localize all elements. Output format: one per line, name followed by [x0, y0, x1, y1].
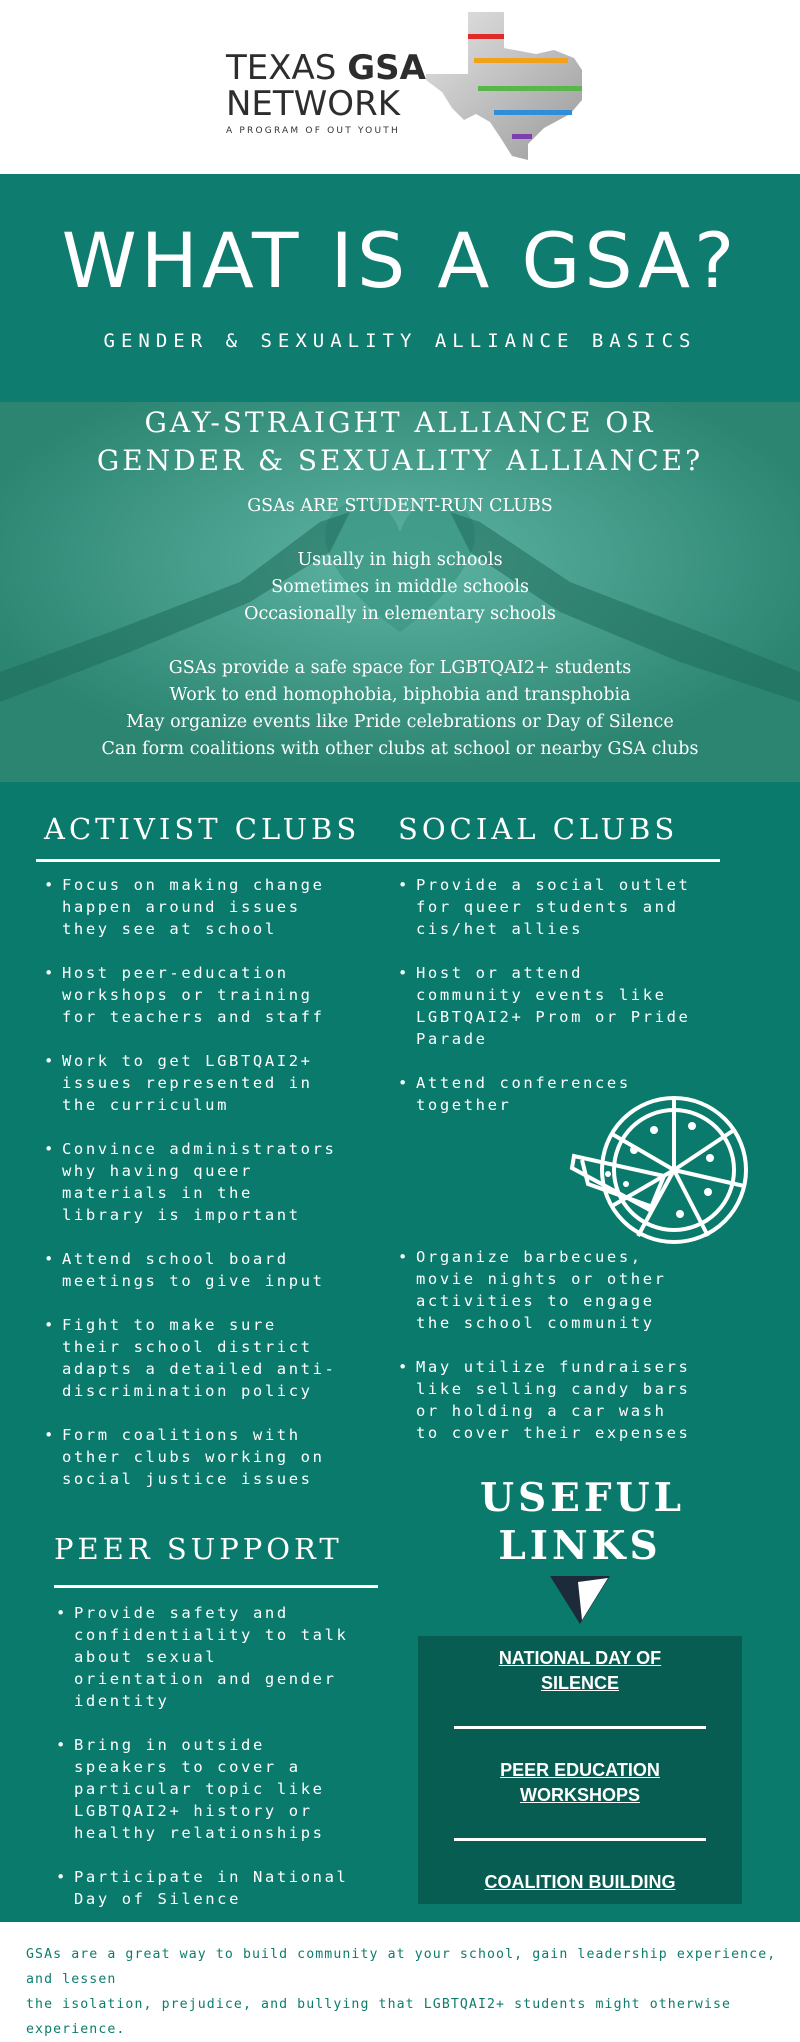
list-item-line: • Host or attend: [416, 964, 584, 982]
social-clubs-heading: SOCIAL CLUBS: [398, 812, 679, 846]
list-item-line: movie nights or other: [416, 1270, 667, 1288]
logo-tagline: A PROGRAM OF OUT YOUTH: [226, 126, 400, 136]
list-item-line: to cover their expenses: [416, 1424, 691, 1442]
footer-line2: the isolation, prejudice, and bullying that LGBTQAI2+ students might otherwise experience.: [26, 1997, 732, 2037]
hero-line: Can form coalitions with other clubs at school or nearby GSA clubs: [101, 739, 699, 759]
title-block: [0, 174, 800, 402]
list-item: [44, 1138, 384, 1226]
header: [0, 0, 800, 174]
link-divider: [454, 1838, 706, 1841]
list-item-line: issues represented in: [62, 1074, 313, 1092]
hero-section: [0, 402, 800, 782]
list-item: [56, 1734, 386, 1844]
list-item-line: their school district: [62, 1338, 313, 1356]
social-clubs-list-bottom: [398, 1246, 738, 1466]
list-item-line: they see at school: [62, 920, 277, 938]
logo: [226, 50, 426, 136]
logo-texas: TEXAS: [226, 48, 348, 88]
link-line: SILENCE: [540, 1673, 619, 1693]
list-item-line: about sexual: [74, 1648, 218, 1666]
list-item-line: community events like: [416, 986, 667, 1004]
list-item: [398, 1246, 738, 1334]
list-item-line: discrimination policy: [62, 1382, 313, 1400]
useful-links-heading-line2: LINKS: [498, 1523, 662, 1569]
page-subtitle: GENDER & SEXUALITY ALLIANCE BASICS: [103, 330, 697, 352]
link-line: PEER EDUCATION: [500, 1760, 660, 1780]
list-item-line: • Host peer-education: [62, 964, 289, 982]
list-item-line: • Attend conferences: [416, 1074, 631, 1092]
footer: [0, 1922, 800, 2037]
list-item-line: identity: [74, 1692, 170, 1710]
list-item-line: orientation and gender: [74, 1670, 337, 1688]
list-item-line: particular topic like: [74, 1780, 325, 1798]
list-item-line: • Attend school board: [62, 1250, 289, 1268]
list-item-line: confidentiality to talk: [74, 1626, 349, 1644]
texas-map-icon: [424, 10, 584, 162]
hero-line: Sometimes in middle schools: [271, 577, 529, 597]
logo-gsa: GSA: [347, 48, 426, 88]
list-item: [44, 1424, 384, 1490]
list-item-line: together: [416, 1096, 512, 1114]
logo-network: NETWORK: [226, 84, 400, 124]
list-item-line: Parade: [416, 1030, 488, 1048]
peer-support-heading: PEER SUPPORT: [54, 1532, 343, 1566]
useful-links-heading-line1: USEFUL: [480, 1475, 686, 1521]
link-divider: [454, 1726, 706, 1729]
list-item-line: like selling candy bars: [416, 1380, 691, 1398]
activist-clubs-list: [44, 874, 384, 1512]
list-item-line: materials in the: [62, 1184, 253, 1202]
list-item-line: • Bring in outside: [74, 1736, 265, 1754]
hero-line: Occasionally in elementary schools: [244, 604, 556, 624]
link-national-day-of-silence[interactable]: [418, 1646, 742, 1696]
hero-line: Usually in high schools: [297, 550, 503, 570]
hero-line: GSAs provide a safe space for LGBTQAI2+ students: [168, 658, 632, 678]
logo-line1: [226, 50, 426, 86]
list-item-line: library is important: [62, 1206, 301, 1224]
list-item-line: happen around issues: [62, 898, 301, 916]
hero-question-line2: GENDER & SEXUALITY ALLIANCE?: [96, 444, 704, 477]
list-item-line: speakers to cover a: [74, 1758, 301, 1776]
list-item-line: the school community: [416, 1314, 655, 1332]
pizza-icon: [568, 1090, 748, 1250]
list-item: [56, 1602, 386, 1712]
list-item-line: for queer students and: [416, 898, 679, 916]
footer-text: [26, 1942, 786, 2042]
hero-line: May organize events like Pride celebrations or Day of Silence: [126, 712, 674, 732]
list-item-line: • Provide safety and: [74, 1604, 289, 1622]
list-item-line: • Work to get LGBTQAI2+: [62, 1052, 313, 1070]
list-item-line: why having queer: [62, 1162, 253, 1180]
list-item-line: the curriculum: [62, 1096, 230, 1114]
list-item-line: activities to engage: [416, 1292, 655, 1310]
list-item-line: social justice issues: [62, 1470, 313, 1488]
list-item-line: workshops or training: [62, 986, 313, 1004]
list-item: [398, 874, 738, 940]
list-item-line: • May utilize fundraisers: [416, 1358, 691, 1376]
list-item-line: or holding a car wash: [416, 1402, 667, 1420]
hero-question-line1: GAY-STRAIGHT ALLIANCE OR: [144, 406, 656, 439]
list-item-line: • Convince administrators: [62, 1140, 337, 1158]
list-item-line: LGBTQAI2+ history or: [74, 1802, 313, 1820]
list-item: [44, 1050, 384, 1116]
list-item-line: • Participate in National: [74, 1868, 349, 1886]
arrow-down-icon: [548, 1574, 612, 1626]
list-item-line: • Organize barbecues,: [416, 1248, 643, 1266]
list-item-line: adapts a detailed anti-: [62, 1360, 337, 1378]
list-item: [56, 1866, 386, 1910]
list-item-line: • Focus on making change: [62, 876, 325, 894]
list-item: [398, 1356, 738, 1444]
link-peer-education-workshops[interactable]: [418, 1758, 742, 1808]
link-line: NATIONAL DAY OF: [498, 1648, 662, 1668]
list-item: [44, 1314, 384, 1402]
list-item-line: • Fight to make sure: [62, 1316, 277, 1334]
footer-line1: GSAs are a great way to build community at your school, gain leadership experience, and lessen: [26, 1947, 777, 1987]
section-divider: [36, 859, 720, 862]
page-title: WHAT IS A GSA?: [61, 216, 739, 305]
list-item: [44, 874, 384, 940]
list-item: [398, 962, 738, 1050]
list-item: [44, 1248, 384, 1292]
list-item-line: • Form coalitions with: [62, 1426, 301, 1444]
link-line: WORKSHOPS: [519, 1785, 640, 1805]
list-item-line: LGBTQAI2+ Prom or Pride: [416, 1008, 691, 1026]
list-item-line: other clubs working on: [62, 1448, 325, 1466]
link-coalition-building[interactable]: [418, 1870, 742, 1895]
useful-links-box: [418, 1636, 742, 1904]
hero-line: Work to end homophobia, biphobia and transphobia: [169, 685, 631, 705]
peer-support-divider: [54, 1585, 378, 1588]
peer-support-list: [56, 1602, 386, 1932]
list-item-line: • Provide a social outlet: [416, 876, 691, 894]
list-item-line: cis/het allies: [416, 920, 584, 938]
hero-line: GSAs ARE STUDENT-RUN CLUBS: [247, 496, 553, 516]
activist-clubs-heading: ACTIVIST CLUBS: [44, 812, 361, 846]
list-item-line: for teachers and staff: [62, 1008, 325, 1026]
list-item-line: healthy relationships: [74, 1824, 325, 1842]
list-item-line: Day of Silence: [74, 1890, 242, 1908]
list-item: [44, 962, 384, 1028]
link-line: COALITION BUILDING: [484, 1872, 676, 1892]
list-item-line: meetings to give input: [62, 1272, 325, 1290]
